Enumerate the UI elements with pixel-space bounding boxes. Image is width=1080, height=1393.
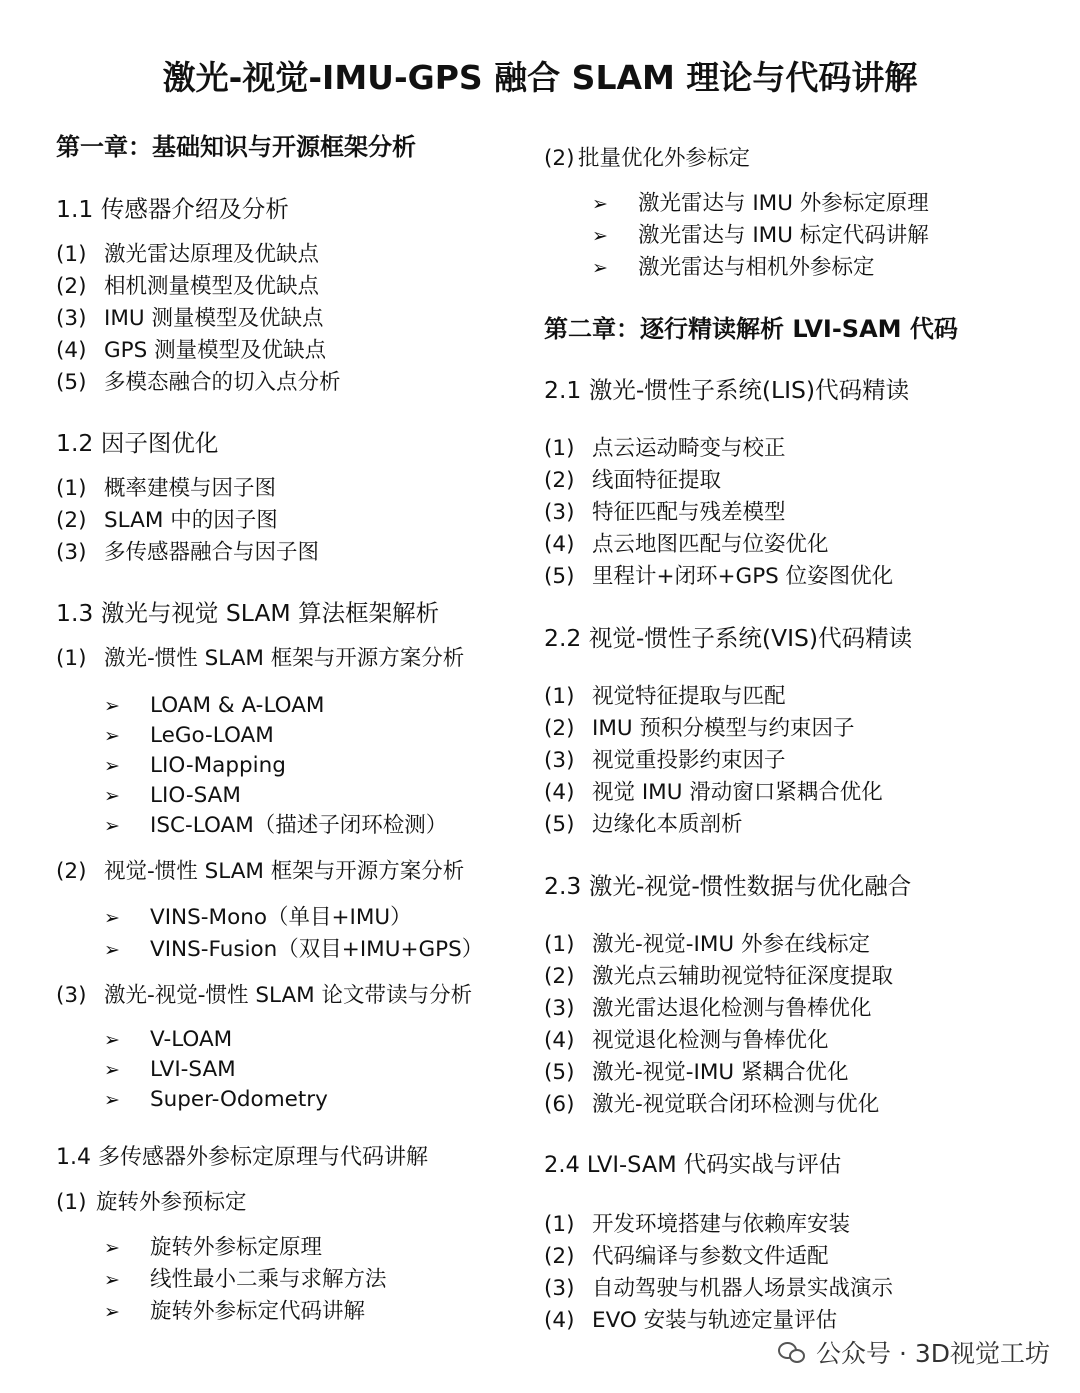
bullet-item: ➢ 线性最小二乘与求解方法: [104, 1267, 387, 1292]
list-item: (3) 激光雷达退化检测与鲁棒优化: [544, 996, 872, 1021]
list-item: (2) 代码编译与参数文件适配: [544, 1244, 829, 1269]
list-item: (4) 视觉 IMU 滑动窗口紧耦合优化: [544, 780, 883, 805]
bullet-item: ➢ 激光雷达与相机外参标定: [592, 255, 875, 280]
list-item: (1) 激光-惯性 SLAM 框架与开源方案分析: [56, 646, 465, 671]
list-item: (5) 多模态融合的切入点分析: [56, 370, 341, 395]
list-item: (2) 视觉-惯性 SLAM 框架与开源方案分析: [56, 859, 465, 884]
list-item: (1) 概率建模与因子图: [56, 476, 277, 501]
bullet-item: ➢ 激光雷达与 IMU 标定代码讲解: [592, 223, 929, 248]
bullet-item: ➢ 旋转外参标定原理: [104, 1235, 323, 1260]
list-item: (2) SLAM 中的因子图: [56, 508, 278, 533]
list-item: (1) 开发环境搭建与依赖库安装: [544, 1212, 851, 1237]
bullet-item: ➢ VINS-Fusion（双目+IMU+GPS）: [104, 937, 484, 962]
chapter-2-heading: 第二章：逐行精读解析 LVI-SAM 代码: [544, 315, 958, 343]
bullet-item: ➢ LIO-Mapping: [104, 753, 286, 778]
list-item: (3) IMU 测量模型及优缺点: [56, 306, 324, 331]
bullet-item: ➢ 旋转外参标定代码讲解: [104, 1299, 366, 1324]
bullet-item: ➢ LOAM & A-LOAM: [104, 693, 325, 718]
list-item: (4) 视觉退化检测与鲁棒优化: [544, 1028, 829, 1053]
document-title: 激光-视觉-IMU-GPS 融合 SLAM 理论与代码讲解: [162, 58, 918, 97]
list-item: (1) 视觉特征提取与匹配: [544, 684, 786, 709]
bullet-item: ➢ VINS-Mono（单目+IMU）: [104, 905, 412, 930]
list-item: (4) GPS 测量模型及优缺点: [56, 338, 327, 363]
list-item: (5) 里程计+闭环+GPS 位姿图优化: [544, 564, 894, 589]
list-item: (4) EVO 安装与轨迹定量评估: [544, 1308, 838, 1333]
section-1-3-heading: 1.3 激光与视觉 SLAM 算法框架解析: [56, 599, 440, 627]
bullet-item: ➢ 激光雷达与 IMU 外参标定原理: [592, 191, 929, 216]
section-1-2-heading: 1.2 因子图优化: [56, 429, 219, 457]
list-item: (2) 相机测量模型及优缺点: [56, 274, 320, 299]
list-item: (2) 激光点云辅助视觉特征深度提取: [544, 964, 894, 989]
section-2-3-heading: 2.3 激光-视觉-惯性数据与优化融合: [544, 872, 912, 900]
list-item: (3) 激光-视觉-惯性 SLAM 论文带读与分析: [56, 983, 473, 1008]
list-item: (5) 边缘化本质剖析: [544, 812, 743, 837]
list-item: (1) 旋转外参预标定: [56, 1190, 247, 1215]
list-item: (2) 批量优化外参标定: [544, 146, 751, 171]
list-item: (4) 点云地图匹配与位姿优化: [544, 532, 829, 557]
list-item: (2) IMU 预积分模型与约束因子: [544, 716, 855, 741]
list-item: (2) 线面特征提取: [544, 468, 722, 493]
section-2-1-heading: 2.1 激光-惯性子系统(LIS)代码精读: [544, 376, 910, 404]
bullet-item: ➢ LVI-SAM: [104, 1057, 236, 1082]
watermark: [778, 1334, 1050, 1370]
list-item: (1) 激光-视觉-IMU 外参在线标定: [544, 932, 870, 957]
list-item: (3) 视觉重投影约束因子: [544, 748, 786, 773]
section-1-4-heading: 1.4 多传感器外参标定原理与代码讲解: [56, 1145, 428, 1170]
list-item: (3) 自动驾驶与机器人场景实战演示: [544, 1276, 894, 1301]
section-2-2-heading: 2.2 视觉-惯性子系统(VIS)代码精读: [544, 624, 913, 652]
bullet-item: ➢ V-LOAM: [104, 1027, 233, 1052]
bullet-item: ➢ ISC-LOAM（描述子闭环检测）: [104, 813, 448, 838]
bullet-item: ➢ Super-Odometry: [104, 1087, 328, 1112]
watermark-text: 公众号 · 3D视觉工坊: [816, 1339, 1050, 1368]
bullet-item: ➢ LeGo-LOAM: [104, 723, 274, 748]
list-item: (6) 激光-视觉联合闭环检测与优化: [544, 1092, 880, 1117]
section-1-1-heading: 1.1 传感器介绍及分析: [56, 195, 289, 223]
list-item: (1) 激光雷达原理及优缺点: [56, 242, 320, 267]
bullet-item: ➢ LIO-SAM: [104, 783, 241, 808]
list-item: (3) 特征匹配与残差模型: [544, 500, 786, 525]
list-item: (3) 多传感器融合与因子图: [56, 540, 320, 565]
list-item: (5) 激光-视觉-IMU 紧耦合优化: [544, 1060, 849, 1085]
list-item: (1) 点云运动畸变与校正: [544, 436, 786, 461]
chapter-1-heading: 第一章：基础知识与开源框架分析: [56, 133, 416, 161]
section-2-4-heading: 2.4 LVI-SAM 代码实战与评估: [544, 1152, 842, 1178]
wechat-icon: [778, 1340, 806, 1364]
